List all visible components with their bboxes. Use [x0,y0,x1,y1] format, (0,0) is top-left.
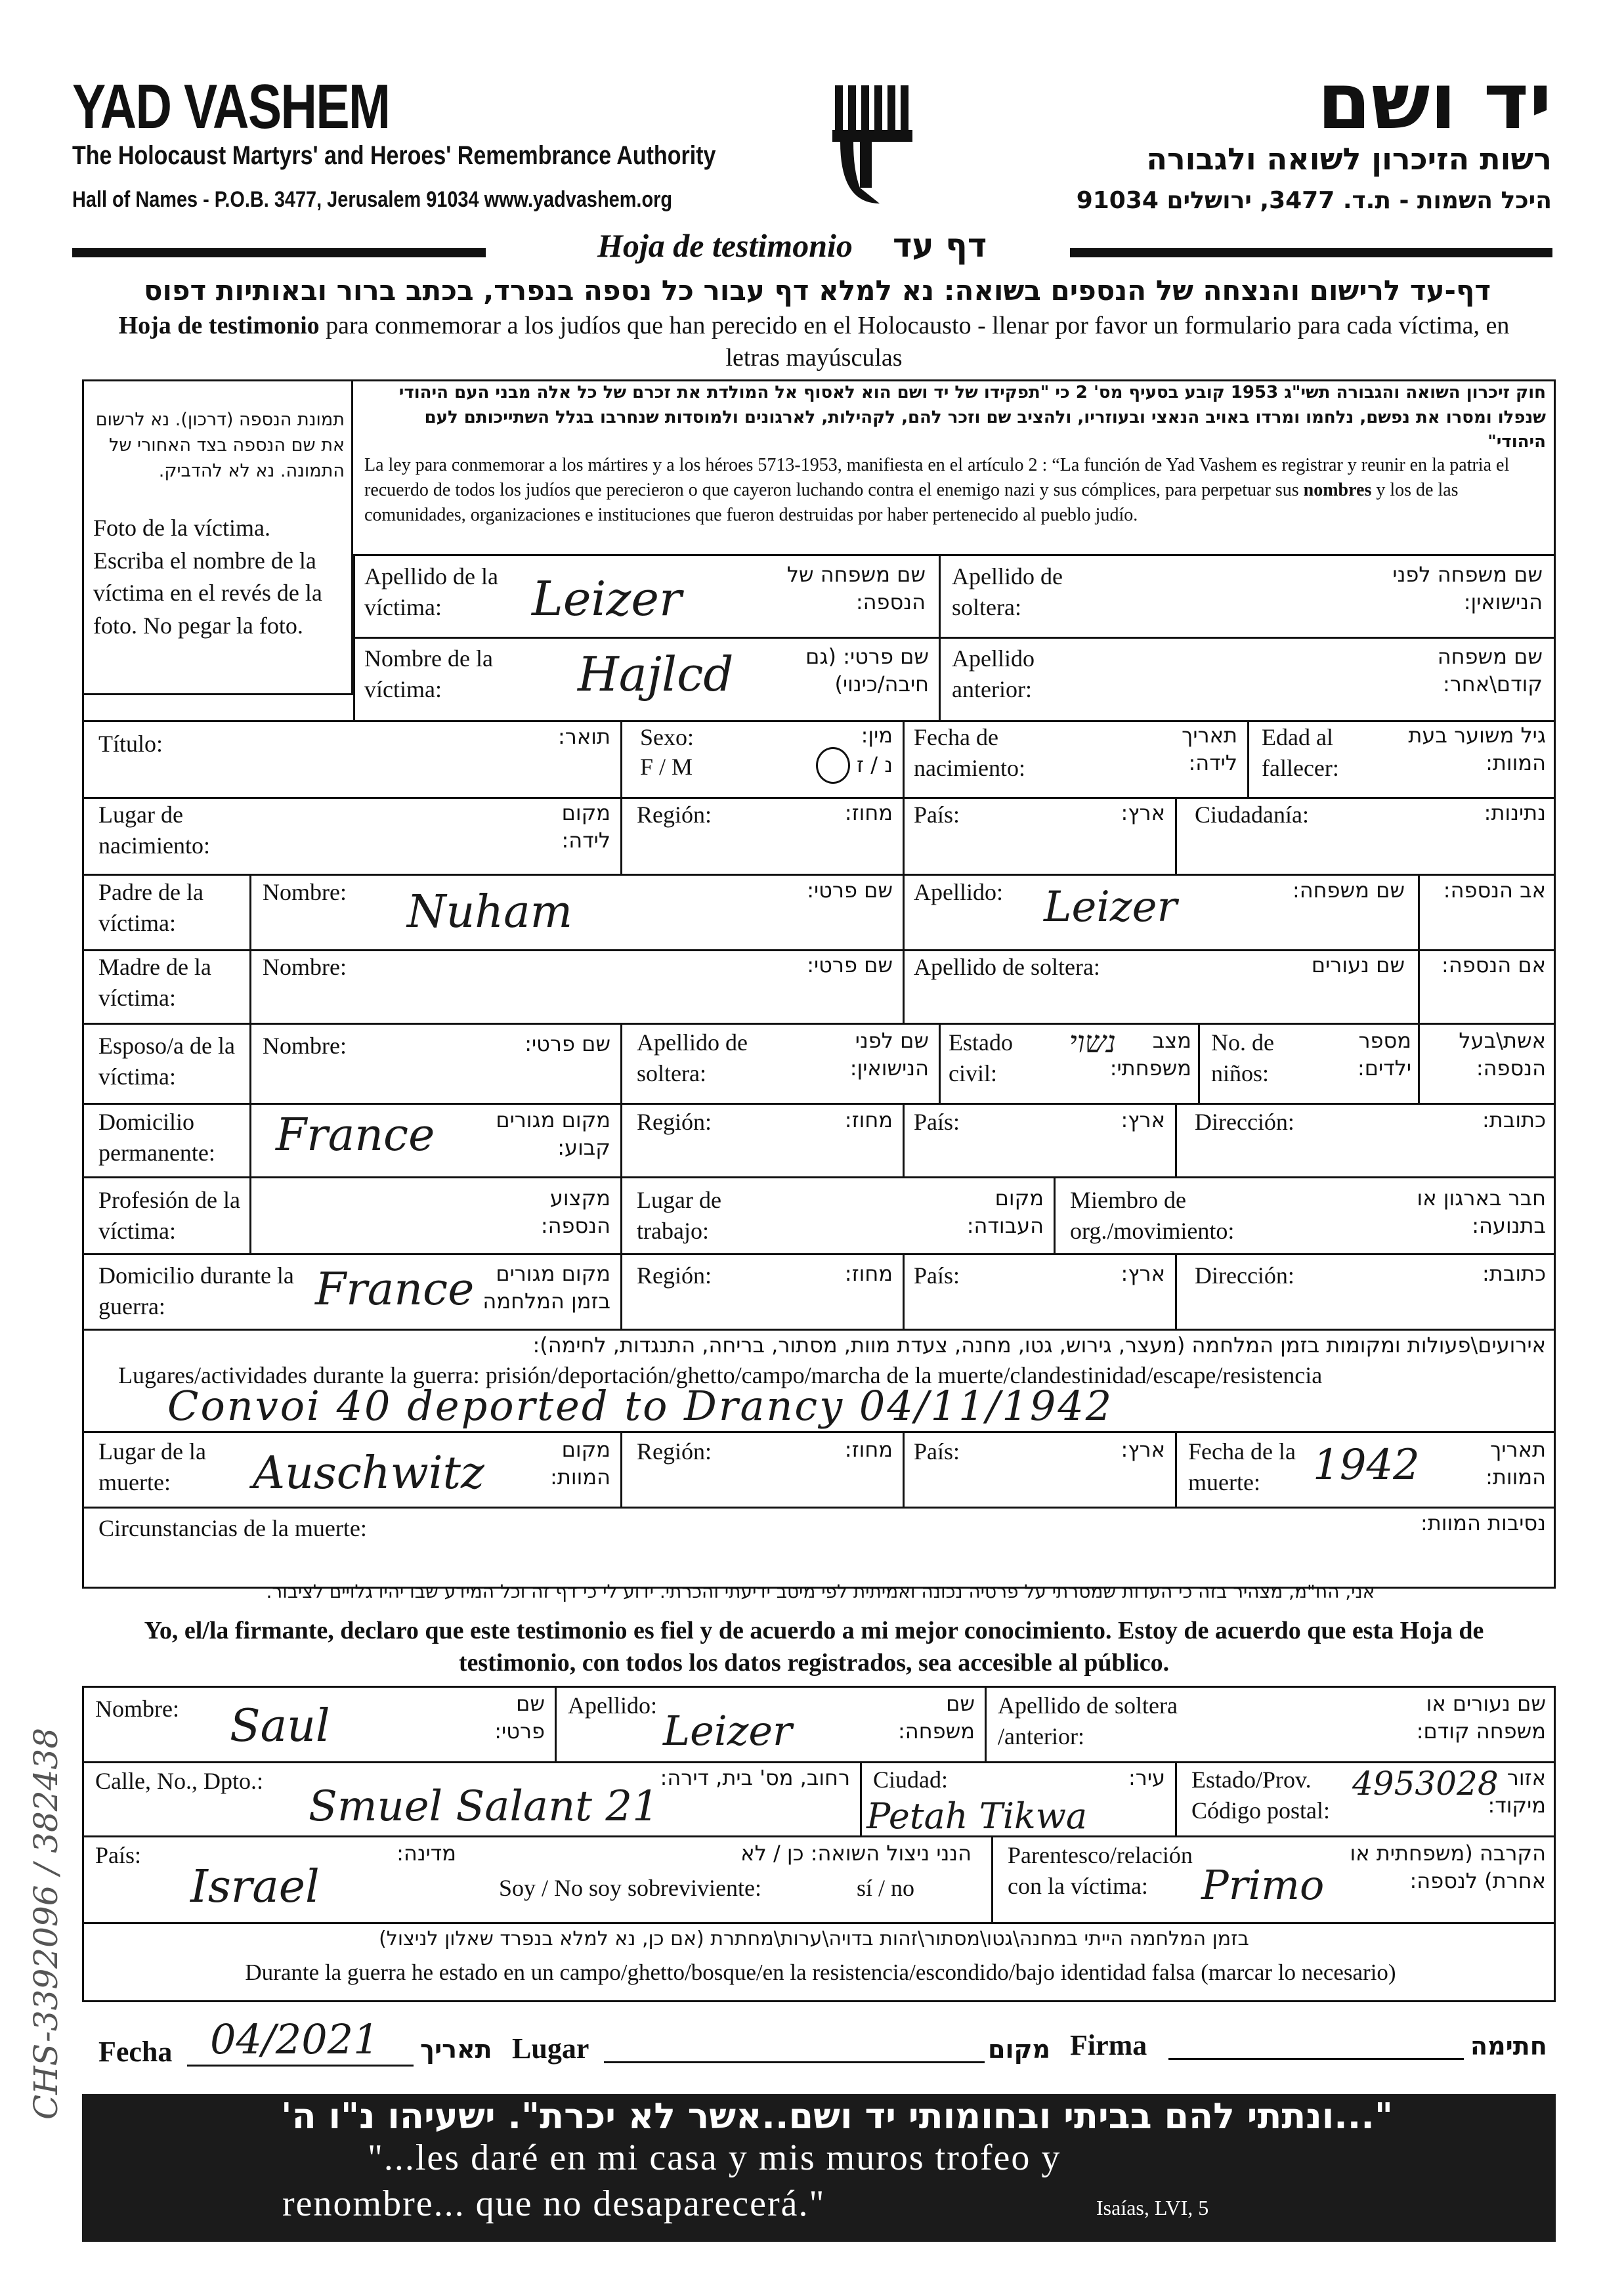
divider [82,874,1556,876]
war-region-label-he: מחוז: [844,1261,893,1286]
divider [1175,1253,1177,1331]
death-date-label: Fecha de la muerte: [1188,1438,1296,1495]
law-es-1: La ley para conmemorar a los mártires y a los héroes 5713-1953, manifiesta en el artículo 2 : “La función de Yad Vashem es registrar y reunir en la patria el recuerdo de todos los judíos que perecieron o que cayeron luchando contra el enemigo nazi y sus cómplices, para perpetuar sus [364,455,1510,500]
survivor-label-he: הנני ניצול השואה: כן / לא [740,1841,972,1866]
surname-value[interactable]: Leizer [532,571,682,626]
divider [82,1507,1556,1509]
first-name-label: Nombre de la víctima: [364,645,493,702]
profession-label-he: מקצוע הנספה: [540,1186,610,1238]
death-date-value[interactable]: 1942 [1313,1441,1420,1489]
father-surname-label: Apellido: [914,879,1003,905]
civil-status-label-he: מצב משפחתי: [1109,1028,1191,1081]
dob-label: Fecha de nacimiento: [914,724,1025,781]
submitter-country-label-he: מדינה: [396,1841,456,1866]
death-place-label-he: מקום המוות: [550,1437,610,1489]
relation-label: Parentesco/relación con la víctima: [1008,1842,1193,1899]
org-subtitle: The Holocaust Martyrs' and Heroes' Remembrance Authority [72,141,716,170]
declaration-he: אני, הח"מ, מצהיר בזה כי העדות שמסרתי על פרטיה נכונה ואמיתית לפי מיטב ידיעתי והכרתי. ידוע לי כי דף זה וכל המידע שבו יהיו גלויים לציבור. [266,1581,1375,1602]
res-region-label: Región: [637,1109,712,1135]
res-country-label-he: ארץ: [1121,1107,1165,1132]
submitter-maiden-label-he: שם נעורים או משפחה קודם: [1416,1691,1546,1744]
divider [939,1023,941,1105]
spouse-maiden-label: Apellido de soltera: [637,1029,748,1086]
civil-status-label: Estado civil: [949,1029,1013,1086]
intro-es [98,310,1529,375]
citizenship-label-he: נתינות: [1484,800,1546,825]
spouse-name-label: Nombre: [263,1033,347,1059]
spouse-maiden-label-he: שם לפני הנישואין: [849,1028,929,1081]
res-address-label-he: כתובת: [1482,1107,1546,1132]
divider [1175,797,1177,876]
citizenship-label: Ciudadanía: [1195,802,1309,828]
membership-label: Miembro de org./movimiento: [1070,1187,1235,1244]
divider [82,797,1556,799]
signature-label: Firma [1070,2029,1147,2061]
survivor-options[interactable]: sí / no [857,1875,915,1901]
war-country-label: País: [914,1262,960,1289]
death-date-label-he: תאריך המוות: [1485,1437,1546,1489]
divider [620,1431,622,1509]
state-value[interactable]: 4953028 [1352,1765,1499,1803]
divider [249,874,251,1254]
workplace-label-he: מקום העבודה: [966,1186,1044,1238]
footer-quote-he: "...ונתתי להם בביתי ובחומותי יד ושם..אשר לא יכרת". ישעיהו נ"ו ה' [281,2095,1393,2137]
declaration-es: Yo, el/la firmante, declaro que este testimonio es fiel y de acuerdo a mi mejor conocimiento. Estoy de acuerdo que esta Hoja de testimonio, con todos los datos registrados, sea accesible al público. [144,1617,1484,1677]
survivor-label: Soy / No soy sobreviviente: [499,1875,761,1901]
birth-country-label-he: ארץ: [1121,800,1165,825]
footer-quote-es-2: renombre... que no desaparecerá." [282,2183,826,2224]
divider [620,1253,622,1331]
org-address: Hall of Names - P.O.B. 3477, Jerusalem 91034 www.yadvashem.org [72,187,673,212]
divider [620,797,622,876]
date-label-he: תאריך [420,2035,492,2064]
surname-label-he: שם משפחה של הנספה: [786,562,926,614]
birth-region-label: Región: [637,802,712,828]
intro-he: דף-עד לרישום והנצחה של הנספים בשואה: נא למלא דף עבור כל נספה בנפרד, בכתב ברור ובאותיות דפוס [143,274,1491,307]
mother-surname-label-he: שם נעורים [1311,953,1405,977]
photo-box-es: Foto de la víctima. Escriba el nombre de la víctima en el revés de la foto. No pegar la foto. [93,515,322,639]
divider [1175,1431,1177,1509]
date-label: Fecha [98,2036,173,2068]
war-address-label-he: כתובת: [1482,1261,1546,1286]
father-label: Padre de la víctima: [98,879,203,936]
submitter-country-label: País: [95,1842,142,1868]
intro-es-text: para conmemorar a los judíos que han perecido en el Holocausto - llenar por favor un formulario para cada víctima, en letras mayúsculas [326,312,1510,372]
state-label: Estado/Prov. Código postal: [1191,1767,1331,1824]
divider [82,1431,1556,1433]
divider [1247,720,1249,799]
divider [903,1253,905,1331]
divider [903,1103,905,1178]
form-title: Hoja de testimonio [597,227,853,264]
sex-options: F / M [640,754,693,780]
title-label-he: תואר: [558,724,610,749]
sex-options-he: נ / ז [856,752,893,777]
war-status-es: Durante la guerra he estado en un campo/ghetto/bosque/en la resistencia/escondido/bajo identidad falsa (marcar lo necesario) [245,1960,1396,1985]
divider [82,1253,1556,1255]
form-title-he: דף עד [893,226,987,265]
divider [620,1023,622,1105]
divider [82,1176,1556,1178]
law-es [364,453,1546,527]
footer-quote-es-1: "...les daré en mi casa y mis muros trofeo y [368,2137,1061,2178]
org-address-he: היכל השמות - ת.ד. 3477, ירושלים 91034 [1076,187,1552,214]
title-bar-left [72,248,486,257]
submitter-name-label: Nombre: [95,1696,179,1722]
divider [1175,1761,1177,1837]
birthplace-label-he: מקום לידה: [561,800,610,853]
activities-label: Lugares/actividades durante la guerra: prisión/deportación/ghetto/campo/marcha de la muerte/clandestinidad/escape/resistencia [118,1362,1323,1388]
signature-line[interactable] [1168,2058,1464,2060]
divider [1175,1103,1177,1178]
prev-surname-label: Apellido anterior: [952,645,1035,702]
title-bar-right [1070,248,1552,257]
birthplace-label: Lugar de nacimiento: [98,802,210,859]
war-status-he: בזמן המלחמה הייתי במחנה\גטו\מסתור\זהות בדויה\ערות\מחתרת (אם כן, נא למלא בנפרד שאלון לניצול) [379,1927,1249,1950]
res-address-label: Dirección: [1195,1109,1294,1135]
father-label-he: אב הנספה: [1443,878,1546,903]
profession-label: Profesión de la víctima: [98,1187,240,1244]
org-subtitle-he: רשות הזיכרון לשואה ולגבורה [1146,141,1552,177]
divider [620,1176,622,1255]
birth-region-label-he: מחוז: [844,800,893,825]
death-region-label: Región: [637,1438,712,1465]
father-name-label: Nombre: [263,879,347,905]
divider [82,1103,1556,1105]
divider [82,949,1556,951]
submitter-country-value[interactable]: Israel [190,1861,320,1913]
city-label-he: עיר: [1128,1765,1165,1790]
maiden-label: Apellido de soltera: [952,563,1063,620]
war-country-label-he: ארץ: [1121,1261,1165,1286]
divider [903,1431,905,1509]
spouse-label-he: אשת\בעל הנספה: [1459,1028,1546,1081]
submitter-surname-value[interactable]: Leizer [663,1707,792,1755]
law-es-2: y los de las comunidades, organizaciones e instituciones que fueron destruidas por haber pertenecido al pueblo judío. [364,479,1459,525]
children-label-he: מספר ילדים: [1357,1028,1411,1081]
mother-name-label: Nombre: [263,954,347,980]
submitter-maiden-label: Apellido de soltera /anterior: [998,1692,1178,1749]
divider [985,1686,987,1763]
circumstances-label-he: נסיבות המוות: [1420,1511,1546,1535]
residence-label: Domicilio permanente: [98,1109,215,1166]
org-name: YAD VASHEM [72,72,390,142]
children-label: No. de niños: [1211,1029,1274,1086]
city-label: Ciudad: [873,1767,948,1793]
mother-label: Madre de la víctima: [98,954,211,1011]
res-region-label-he: מחוז: [844,1107,893,1132]
death-region-label-he: מחוז: [844,1437,893,1462]
father-name-label-he: שם פרטי: [807,878,893,903]
city-value[interactable]: Petah Tikwa [866,1795,1088,1837]
footer-ref: Isaías, LVI, 5 [1096,2196,1209,2219]
divider [353,637,1556,639]
divider [1198,1023,1200,1105]
war-residence-label-he: מקום מגורים בזמן המלחמה [482,1261,610,1314]
death-country-label: País: [914,1438,960,1465]
divider [82,1761,1556,1763]
street-label: Calle, No., Dpto.: [95,1768,263,1794]
divider [1418,1023,1420,1105]
sex-selected-circle[interactable] [816,747,850,784]
residence-label-he: מקום מגורים קבוע: [496,1107,610,1160]
divider [991,1835,993,1924]
divider [82,1023,1556,1025]
law-he: חוק זיכרון השואה והגבורה תשי"ג 1953 קובע בסעיף מס' 2 כי "תפקידו של יד ושם הוא לאסוף אל המולדת את זכרם של כל אלה מבני העם היהודי שנפלו ומסרו את נפשם, נלחמו ומרדו באויב הנאצי ובעוזריו, ולהציב שם וזכר להם, לקהילות, לארגונים ולמוסדות שנחרבו בגלל השתייכותם לעם היהודי" [398,383,1546,452]
surname-label: Apellido de la víctima: [364,563,498,620]
mother-label-he: אם הנספה: [1442,953,1546,977]
spouse-name-label-he: שם פרטי: [524,1031,610,1056]
divider [82,1835,1556,1837]
place-label-he: מקום [988,2035,1050,2064]
divider [555,1686,557,1763]
father-surname-value[interactable]: Leizer [1044,883,1178,932]
sex-label: Sexo: [640,724,694,750]
submitter-name-label-he: שם פרטי: [494,1691,545,1744]
residence-value[interactable]: France [276,1109,435,1161]
first-name-label-he: שם פרטי: (גם חיבה/כינוי) [805,644,929,696]
mother-surname-label: Apellido de soltera: [914,954,1100,980]
workplace-label: Lugar de trabajo: [637,1187,721,1244]
spouse-label: Esposo/a de la víctima: [98,1033,235,1090]
divider [82,1329,1556,1331]
prev-surname-label-he: שם משפחה קודם\אחר: [1437,644,1543,696]
place-label: Lugar [512,2032,589,2065]
submitter-surname-label-he: שם משפחה: [898,1691,975,1744]
war-address-label: Dirección: [1195,1262,1294,1289]
law-es-bold: nombres [1303,479,1372,500]
divider [620,720,622,799]
submitter-surname-label: Apellido: [568,1692,657,1719]
maiden-label-he: שם משפחה לפני הנישואין: [1392,562,1543,614]
org-name-he: יד ושם [1317,56,1552,146]
title-label: Título: [98,731,163,757]
age-label: Edad al fallecer: [1262,724,1339,781]
birth-country-label: País: [914,802,960,828]
date-line [187,2065,414,2067]
father-surname-label-he: שם משפחה: [1292,878,1405,903]
sex-label-he: מין: [861,723,893,748]
membership-label-he: חבר בארגון או בתנועה: [1417,1186,1546,1238]
signature-label-he: חתימה [1470,2032,1547,2061]
divider [1054,1176,1056,1255]
street-value[interactable]: Smuel Salant 21 [309,1782,659,1831]
death-place-label: Lugar de la muerte: [98,1438,206,1495]
age-label-he: גיל משוער בעת המוות: [1408,723,1546,775]
war-region-label: Región: [637,1262,712,1289]
divider [620,1103,622,1178]
war-residence-label: Domicilio durante la guerra: [98,1262,294,1319]
place-line[interactable] [604,2061,985,2063]
res-country-label: País: [914,1109,960,1135]
activities-value[interactable]: Convoi 40 deported to Drancy 04/11/1942 [167,1382,1114,1430]
divider [860,1761,862,1837]
divider [903,720,905,799]
dob-label-he: תאריך לידה: [1182,723,1237,775]
relation-value[interactable]: Primo [1201,1861,1325,1909]
margin-note: CHS-3392096 / 382438 [27,1727,65,2120]
state-label-he: אזור מיקוד: [1487,1765,1546,1818]
street-label-he: רחוב, מס' בית, דירה: [660,1765,850,1790]
circumstances-label: Circunstancias de la muerte: [98,1515,367,1541]
divider [353,554,1556,556]
divider [903,797,905,876]
mother-name-label-he: שם פרטי: [807,953,893,977]
submitter-name-value[interactable]: Saul [230,1700,330,1752]
civil-status-value[interactable]: נשוי [1069,1024,1116,1060]
first-name-value[interactable]: Hajlcd [578,647,734,702]
father-name-value[interactable]: Nuham [407,886,573,938]
intro-es-bold: Hoja de testimonio [118,312,320,339]
relation-label-he: הקרבה (משפחתית או אחרת) לנספה: [1350,1841,1546,1893]
menorah-logo [821,79,926,210]
death-place-value[interactable]: Auschwitz [253,1447,484,1499]
divider [82,1922,1556,1924]
war-residence-value[interactable]: France [315,1264,475,1316]
death-country-label-he: ארץ: [1121,1437,1165,1462]
activities-label-he: אירועים\פעולות ומקומות בזמן המלחמה (מעצר, גירוש, גטו, מחנה, צעדת מוות, מסתור, בריחה, התנגדות, לחימה): [532,1333,1546,1358]
date-value[interactable]: 04/2021 [210,2015,379,2063]
photo-box-he: תמונת הנספה (דרכון). נא לרשום את שם הנספה בצד האחורי של התמונה. נא לא להדביק. [95,410,345,482]
